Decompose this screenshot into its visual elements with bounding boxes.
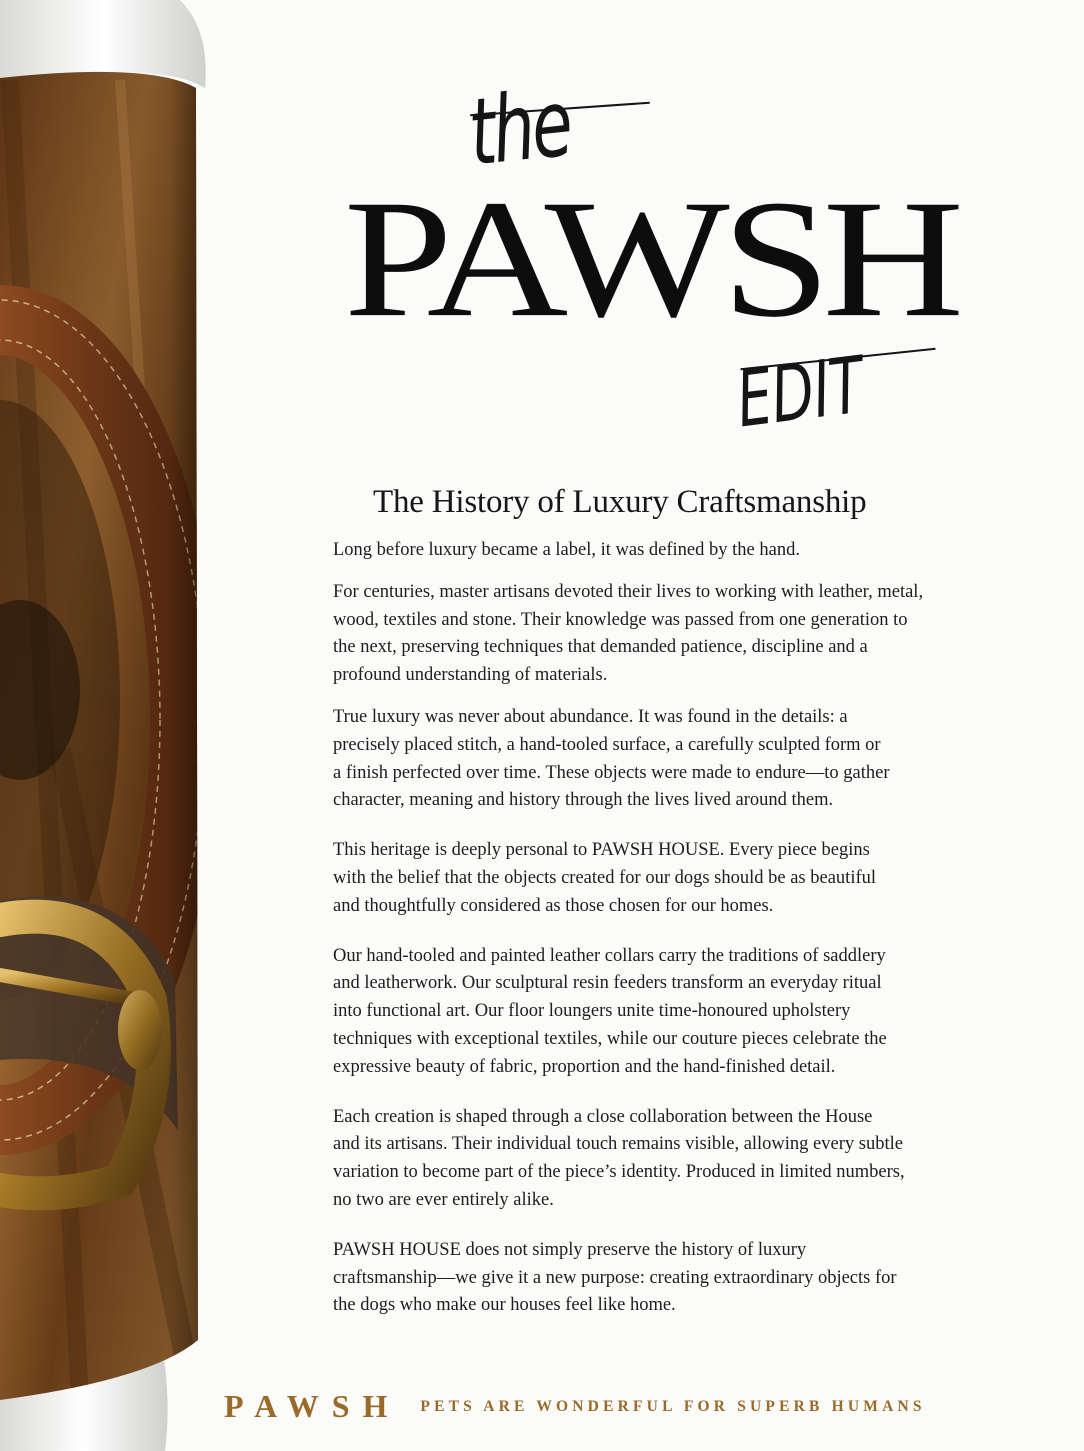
leather-collar-photo [0, 0, 215, 1451]
article-paragraph-5: Our hand-tooled and painted leather collars carry the traditions of saddlery and leatherwork. Our sculptural resin feeders transform an everyday ritual into functional art. Our floor loungers unite time-honoured upholstery techniques with exceptional textiles, while our couture pieces celebrate the expressive beauty of fabric, proportion and the hand-finished detail. [333, 945, 887, 1077]
page-photo-leather-collar [0, 0, 215, 1451]
masthead-edit: EDIT [732, 340, 869, 446]
article [333, 484, 983, 1320]
article-paragraph-2: For centuries, master artisans devoted their lives to working with leather, metal, wood, textiles and stone. Their knowledge was passed from one generation to the next, preserving techniques that demanded patience, discipline and a profound understanding of materials. [333, 581, 924, 686]
masthead-logo [300, 69, 1000, 470]
footer-tagline: PETS ARE WONDERFUL FOR SUPERB HUMANS [420, 1397, 926, 1415]
article-heading: The History of Luxury Craftsmanship [373, 484, 867, 520]
footer [224, 1388, 1024, 1428]
masthead-title: PAWSH [343, 165, 957, 353]
masthead-the: the [464, 69, 575, 187]
article-paragraph-4: This heritage is deeply personal to PAWSH HOUSE. Every piece begins with the belief that the objects created for our dogs should be as beautiful and thoughtfully considered as those chosen for our homes. [333, 840, 877, 916]
article-paragraph-6: Each creation is shaped through a close collaboration between the House and its artisans. Their individual touch remains visible, allowing every subtle variation to become part of the piece’s identity. Produced in limited numbers, no two are ever entirely alike. [333, 1106, 905, 1210]
footer-brand: PAWSH [224, 1388, 401, 1424]
article-paragraph-7: PAWSH HOUSE does not simply preserve the history of luxury craftsmanship—we give it a new purpose: creating extraordinary objects for the dogs who make our houses feel like home. [333, 1239, 897, 1316]
article-paragraph-3: True luxury was never about abundance. It was found in the details: a precisely placed stitch, a hand-tooled surface, a carefully sculpted form or a finish perfected over time. These objects were made to endure—to gather character, meaning and history through the lives lived around them. [333, 706, 890, 811]
article-paragraph-1: Long before luxury became a label, it was defined by the hand. [333, 540, 800, 560]
